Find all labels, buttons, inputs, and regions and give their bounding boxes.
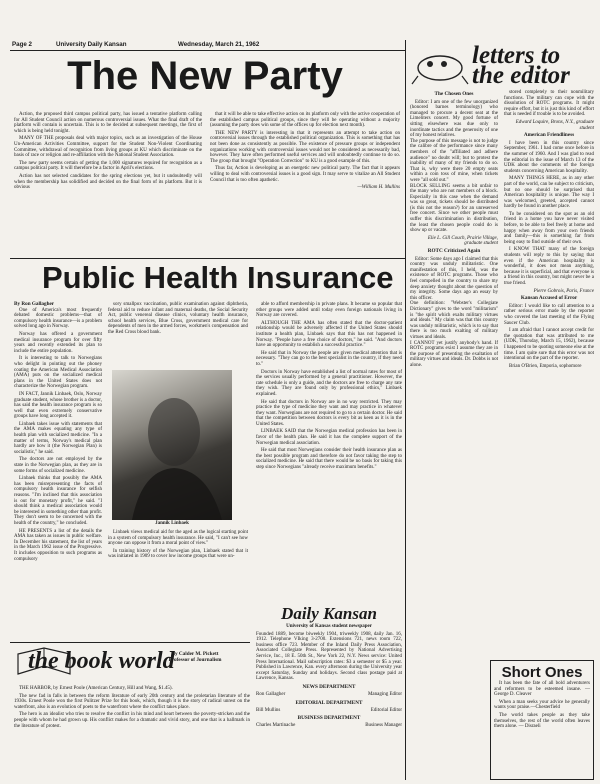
letter-headline: The Chosen Ones: [434, 91, 474, 97]
feature-column-1: [14, 302, 102, 642]
paragraph: I KNOW THAT many of the foreign students will reply to this by saying that even if the American hospitality is wonderful, it does not mean anything, because it is superficial, and that everyone is a friend in this country, but might never be a true friend.: [504, 247, 594, 286]
masthead: [256, 604, 402, 780]
editorial-signature: —William H. Mullins: [357, 185, 400, 191]
letter-signature: Pierre Gobrois, Paris, France: [533, 288, 594, 294]
feature-title: Public Health Insurance: [42, 260, 394, 295]
portrait-photo: [112, 370, 232, 520]
paragraph: He said that in Norway the people are given medical attention that is necessary. "They can go to the best specialist in the country, if they need to.": [256, 350, 402, 367]
paragraph: Linbaek takes issue with statements that the AMA makes equating any type of health plan with socialized medicine. "In a matter of terms, Norway's medical plan hardly are how it (the Norwegian Plan) is socialistic," he said.: [14, 421, 102, 455]
staff-name: Ron Gallagher: [256, 691, 286, 697]
paragraph: Linbaek views medical aid for the aged as the logical starting point in a system of compulsory health insurance. He said, "I can't see how anyone can oppose it from a moral point of view.": [108, 530, 248, 547]
masthead-title: Daily Kansan: [281, 604, 377, 623]
paragraph: Brian O'Brien, Emporia, sophomore: [509, 363, 582, 369]
editorial-title: The New Party: [67, 54, 343, 98]
folio-date: Wednesday, March 21, 1962: [178, 41, 260, 48]
paragraph: The hero is an idealist who tries to resolve the conflict in his mind and heart between the poverty-stricken and the people with whom he had grown up. His conflict makes for a dramatic and vivid story, and one that is a hallmark in the literature of protest.: [14, 712, 250, 729]
staff-role: Editorial Editor: [370, 707, 402, 713]
masthead-staff-row: [256, 708, 402, 714]
paragraph: Doctors in Norway have established a list of normal rates for most of the services usually performed by a general practitioner. However, the rate schedule is only a guide, and the doctors are free to charge any rate they wish. They are found only by professional ethics," Linbaek explained.: [256, 369, 402, 397]
letter-headline: Kansan Accused of Error: [520, 295, 578, 302]
paragraph: I am afraid that I cannot accept credit for the quotation that was attributed to me (UDK, Thursday, March 15, 1962), because I happened to be quoting someone else at the time. I am quite sure that this error was not intentional on the part of the reporter.: [504, 328, 594, 362]
paragraph: THE NEW PARTY is interesting in that it represents an attempt to take action on controversial issues through the established political organization. This is something that has not been done as consistently as possible. The existence of pressure groups or independent organizations working with controversial issues would not be considered as necessarily bad, however. They have often performed useful services and will undoubtedly continue to do so. The group that brought "Operation Correction" to KU is a good example of this.: [210, 130, 400, 164]
editorial-column-2: [210, 112, 400, 258]
paragraph: ALTHOUGH THE AMA has often stated that the doctor-patient relationship would be adversely affected if the United States should institute a health plan, Linbaek says that this has not happened in Norway. "People have a free choice of doctors," he said. "And doctors have an opportunity to establish a successful practice.": [256, 320, 402, 349]
book-world-byline-block: [140, 652, 250, 676]
short-ones-box: [490, 660, 594, 780]
quote-item: When a man seeks your advice he generally wants your praise.—Chesterfield: [494, 699, 590, 711]
masthead-dept-news: NEWS DEPARTMENT: [302, 683, 356, 690]
top-rule: [10, 50, 405, 51]
paragraph: MANY THINGS HERE, as in any other part of the world, can be subject to criticism, but no one should be surprised that American hospitality is unique. The way I was welcomed, greeted, accepted cannot hardly be found in another place.: [504, 176, 594, 210]
staff-role: Business Manager: [365, 723, 402, 729]
paragraph: He said that doctors in Norway are in no way restricted. They may practice the type of medicine they want and may practice in whatever they want. Norwegians are not required to go to a certain doctor. He said that the competition between doctors is every bit as keen as it is in the United States.: [256, 399, 402, 427]
paragraph: It is interesting to talk to Norwegians who delight in pointing out the phoney coating the American Medical Association (AMA) puts on the socialized medical plans in the United States does not characterize the Norwegian program.: [14, 356, 102, 390]
masthead-dept-editorial: EDITORIAL DEPARTMENT: [295, 699, 363, 706]
paragraph: Norway has offered a government medical insurance program for over fifty years and recently extended its plan to include the entire population.: [14, 331, 102, 354]
letter-signature: Edward Loquire, Bronx, N.Y., graduate student: [515, 119, 594, 131]
letter-headline: ROTC Criticized Again: [427, 248, 481, 255]
section-rule: [10, 642, 250, 643]
masthead-info: Founded 1889, become biweekly 1904, triweekly 1908, daily Jan. 16, 1912. Telephone VIking 3-2700. Extensions 721, news room 722, business office 723. Member of the Inland Daily Press Association, Associated Collegiate Press. Represented by National Advertising Service, Inc., 18 E. 50th St., New York 22, N.Y. News service: United Press International. Mail subscription rates: $3 a semester or $5 a year. Published in Lawrence, Kan. every afternoon during the University year except Saturday, Sunday and holidays. Second class postage paid at Lawrence, Kansas.: [256, 631, 402, 682]
book-world-text: [14, 686, 250, 780]
feature-column-3: [256, 302, 402, 602]
paragraph: To be considered on the spot as an old friend in a home you have never visited before, to be able to feel freely at home and happy when away from your own friends and family—this is something far from being easy to find outside of their own.: [504, 211, 594, 245]
paragraph: Action, the proposed third campus political party, has issued a tentative platform calling for All Student Council action on numerous controversial issues. What the final draft of the platform will contain is uncertain. This is to be decided at subsequent meetings, the first of which is being held tonight.: [14, 112, 202, 134]
paragraph: The doctors are not employed by the state in the Norwegian plan, as they are in some forms of socialized medicine.: [14, 457, 102, 474]
paragraph: HE PRESENTS a list of the details the AMA has taken as issues in public welfare. In December his statement, the list of years in the March 1962 issue of the Progressive. It includes opposition to such programs as compulsory: [14, 528, 102, 562]
paragraph: able to afford membership in private plans. It became so popular that other groups were added until today even foreign nationals living in Norway are covered.: [256, 302, 402, 319]
cartoon-creature-icon: [410, 46, 470, 86]
folio-page-number: Page 2: [12, 41, 32, 48]
feature-byline: By Ron Gallagher: [14, 301, 55, 307]
book-world-title: the book world: [28, 648, 175, 674]
book-world-byline: By Calder M. Pickett: [171, 651, 219, 657]
paragraph: In training history of the Norwegian plan, Linbaek stated that it was initiated in 1909 to cover low income groups that were un-: [108, 548, 248, 560]
paragraph: that it will be able to take effective action on its platform only with the active cooperation of the established campus political groups, since they will be operating without a majority (assuming the party does win some of the offices up for election next month).: [210, 112, 400, 129]
quote-item: The world takes people as they take themselves, the rest of the world often leaves them alone. — Disraeli: [494, 712, 590, 730]
masthead-staff-row: [256, 723, 402, 729]
paragraph: sory smallpox vaccination, public examination against diphtheria, federal aid to reduce infant and maternal deaths, the Social Security Act, public venereal disease clinics, voluntary health insurance, school health services, Blue Cross, government medical care for dependents of men in the armed forces, workmen's compensation and the Red Cross blood bank.: [108, 302, 248, 335]
paragraph: He said that most Norwegians consider their health insurance plan as the best possible program and therefore do not favor taking the step to socialized medicine. He said that there would be no basis for taking this step since Norwegians "already receive maximum benefits.": [256, 448, 402, 471]
paragraph: The new party seems certain of getting the 1,000 signatures required for recognition as a campus political party. It will therefore be a factor in April's elections.: [14, 160, 202, 172]
editorial-column-1: [14, 112, 202, 258]
paragraph: stored completely to their nonmilitary functions. The military can cope with the dissolution of ROTC programs. It might require effort, but it is just this kind of effort that is needed if trouble is to be avoided.: [504, 90, 594, 118]
masthead-subtitle: University of Kansas student newspaper: [286, 624, 372, 629]
letters-header: [410, 44, 595, 88]
paragraph: One of America's most frequently debated domestic problems—that of compulsory health insurance—is a problem solved long ago in Norway.: [14, 307, 102, 330]
letter-body: Editor: Some days ago I claimed that this country was unduly militaristic. One manifestation of this, I held, was the existence of ROTC programs. Those who feel compelled in the country to share my deep anxiety thought about the question of my integrity. Some days ago an essay by this officer. One definition: "Webster's Collegiate Dictionary" gives to the word "militarism" is "the spirit which exalts military virtues and ideals." My claim was that this country was unduly militaristic, which is to say that there is too much exalting of military virtues and ideals. I CANNOT yet justify anybody's hand. If ROTC programs exist I assume they are in the purpose of presenting the exaltation of military virtues and ideals. Dr. Dobbs is not alone.: [410, 256, 498, 368]
feature-column-2: [108, 302, 248, 368]
staff-name: Bill Mullins: [256, 707, 281, 713]
staff-name: Charles Martinache: [256, 723, 296, 729]
portrait-silhouette: [112, 370, 232, 520]
paragraph: MANY OF THE proposals deal with major topics, such as an investigation of the House Un-American Activities Committee, support for the Student Non-Violent Coordinating Committee, withdrawal of recognition from living groups at KU which discriminate on the basis of race or religion and re-affiliation with the National Student Association.: [14, 136, 202, 159]
paragraph: Thus far, Action is developing as an energetic new political party. The fact that it appears willing to deal with controversial issues is a good sign. It may serve to vitalize an All Student Council that is too often apathetic.: [210, 166, 400, 183]
paragraph: The new fad in falls in between the reform literature of early 20th century and the proletarian literature of the 1930s. Ernest Poole won the first Pulitzer Prize for this book, which, though it is the story of radical unrest on the waterfront, also is an evolution of poets to the waterfront where the conflict takes place.: [14, 693, 250, 710]
paragraph: Editor: I would like to call attention to a rather serious error made by the reporter who covered the last meeting of the Flying Saucer Club.: [504, 303, 594, 326]
paragraph: Linbaek thinks that possibly the AMA has been misrepresenting the facts of compulsory health insurance for selfish reasons. "I'm inclined that this association is out for monetary profit," he said. "I should think a medical association would be interested in something other than profit. They don't seem to be concerned with the health of the country," he concluded.: [14, 476, 102, 526]
masthead-dept-business: BUSINESS DEPARTMENT: [297, 715, 361, 722]
photo-caption: Jannik Linbaek: [155, 521, 189, 526]
letter-headline: American Friendliness: [523, 132, 575, 139]
staff-role: Managing Editor: [367, 691, 402, 697]
column-divider: [405, 40, 406, 780]
folio-paper-name: University Daily Kansan: [56, 41, 127, 48]
masthead-staff-row: [256, 692, 402, 698]
paragraph: THE HARBOR, by Ernest Poole (American Century, Hill and Wang, $1.45).: [19, 686, 173, 691]
feature-column-2b: [108, 530, 248, 642]
letters-title: letters to the editor: [472, 42, 570, 89]
letters-column-2: [504, 90, 594, 656]
book-world-byline-title: Professor of Journalism: [168, 656, 222, 663]
short-ones-title: Short Ones: [501, 664, 583, 681]
letter-signature: Elie L. Gill Couch, Prairie Village, graduate student: [427, 235, 498, 247]
letter-body: Editor: I am one of the few unorganized (honored barnes terminology) who managed to procure a decent seat at the Limeliters concert. My good fortune of sitting elsewhere was due only to inordinate tactics and the generosity of one of my honest relatives. The purpose of this message is not to judge the calibre of the performance since many members of the "affiliated and adhere audience" no doubt will; but to protest the inability of many of my friends to do so. That is, why were there 20 empty seats within a coin toss of mine, when tickets were "all sold out." BLOCK SELLING seems a bit unfair to the many who are not members of a block. Especially in this case when the demand was so great, tickets should be distributed (is this not the reason?) for an unreserved free concert. Since we other people must suffer this discrimination in distribution, the least the chosen people could do is show up or vacate.: [410, 99, 498, 234]
paragraph: LINBAEK SAID that the Norwegian medical profession has been in favor of the health plan. He said it has the complete support of the Norwegian medical association.: [256, 429, 402, 446]
letters-column-1: [410, 90, 498, 780]
book-world-logo: [14, 644, 175, 684]
paragraph: IN FACT, Jannik Linbaek, Oslo, Norway graduate student, whose brother is a doctor, has said the health insurance program is so well that even extremely conservative groups have long accepted it.: [14, 391, 102, 420]
paragraph: Action has not selected candidates for the spring elections yet, but it undoubtedly will when the membership has solidified and decided on the final form of its platform. But it is obvious: [14, 173, 202, 191]
paragraph: I have been in this country since September, 1961. I had come once before in the summer of 1960. And I was glad to read the editorial in the issue of March 13 of the UDK about the comments of the foreign students concerning American hospitality.: [504, 140, 594, 174]
quote-item: It has been the fate of all bold adventurers and reformers to be esteemed insane. — George D. Cleaver: [494, 681, 590, 698]
